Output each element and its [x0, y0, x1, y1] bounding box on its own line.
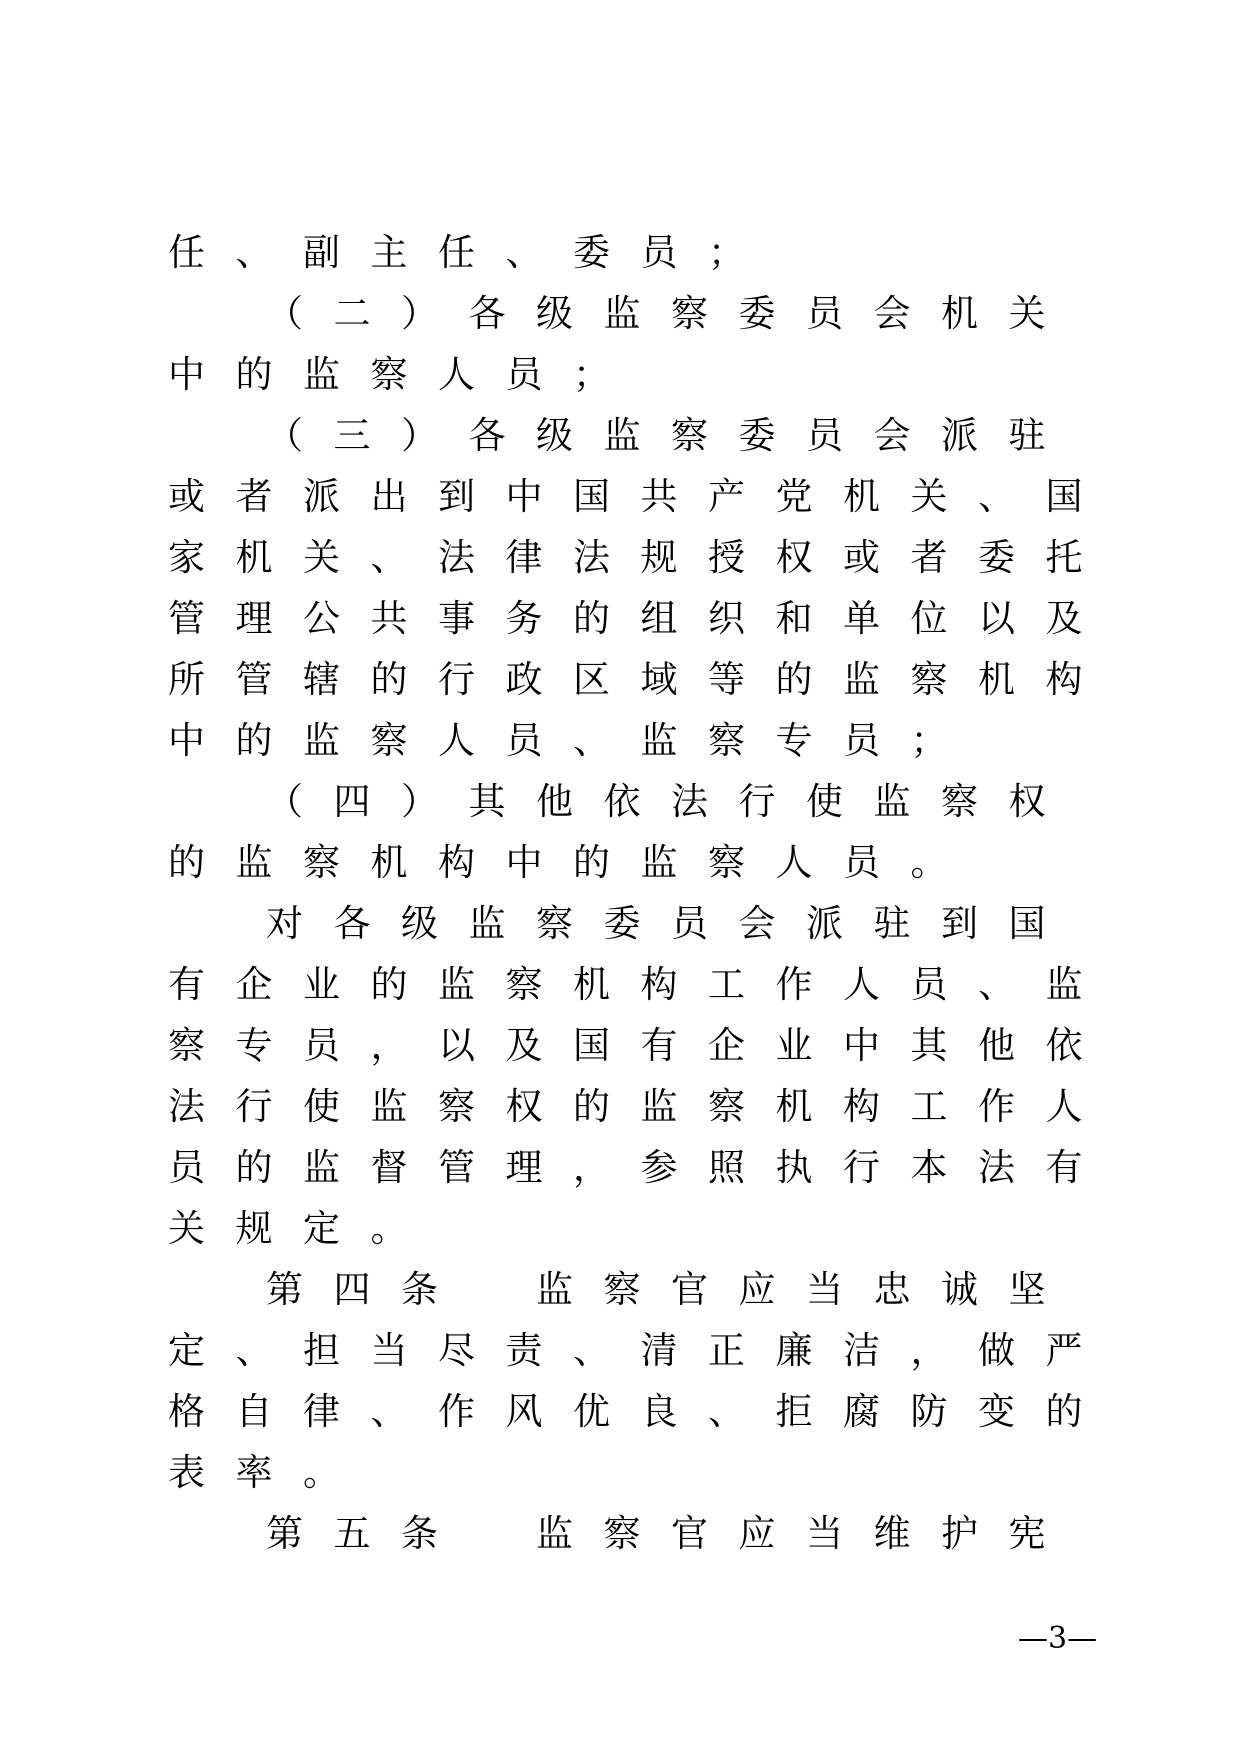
body-text	[168, 222, 1113, 1564]
text-line: 员的监督管理，参照执行本法有	[168, 1146, 1113, 1189]
text-line: 中的监察人员；	[168, 353, 641, 396]
page-number: —3—	[1018, 1621, 1098, 1656]
text-line: 关规定。	[168, 1207, 438, 1250]
article-heading-line: 第五条 监察官应当维护宪	[266, 1512, 1076, 1555]
text-line: 有企业的监察机构工作人员、监	[168, 963, 1113, 1006]
text-line: 中的监察人员、监察专员；	[168, 719, 978, 762]
text-line: （三）各级监察委员会派驻	[266, 414, 1076, 457]
text-line: 表率。	[168, 1451, 371, 1494]
text-line: 的监察机构中的监察人员。	[168, 841, 978, 884]
text-line: 管理公共事务的组织和单位以及	[168, 597, 1113, 640]
text-line: 所管辖的行政区域等的监察机构	[168, 658, 1113, 701]
text-line: 家机关、法律法规授权或者委托	[168, 536, 1113, 579]
text-line: （四）其他依法行使监察权	[266, 780, 1076, 823]
text-line: 格自律、作风优良、拒腐防变的	[168, 1390, 1113, 1433]
text-line: 法行使监察权的监察机构工作人	[168, 1085, 1113, 1128]
text-line: 任、副主任、委员；	[168, 231, 776, 274]
text-line: 察专员，以及国有企业中其他依	[168, 1024, 1113, 1067]
article-heading-line: 第四条 监察官应当忠诚坚	[266, 1268, 1076, 1311]
text-line: 对各级监察委员会派驻到国	[266, 902, 1076, 945]
text-line: 定、担当尽责、清正廉洁，做严	[168, 1329, 1113, 1372]
text-line: （二）各级监察委员会机关	[266, 292, 1076, 335]
text-line: 或者派出到中国共产党机关、国	[168, 475, 1113, 518]
